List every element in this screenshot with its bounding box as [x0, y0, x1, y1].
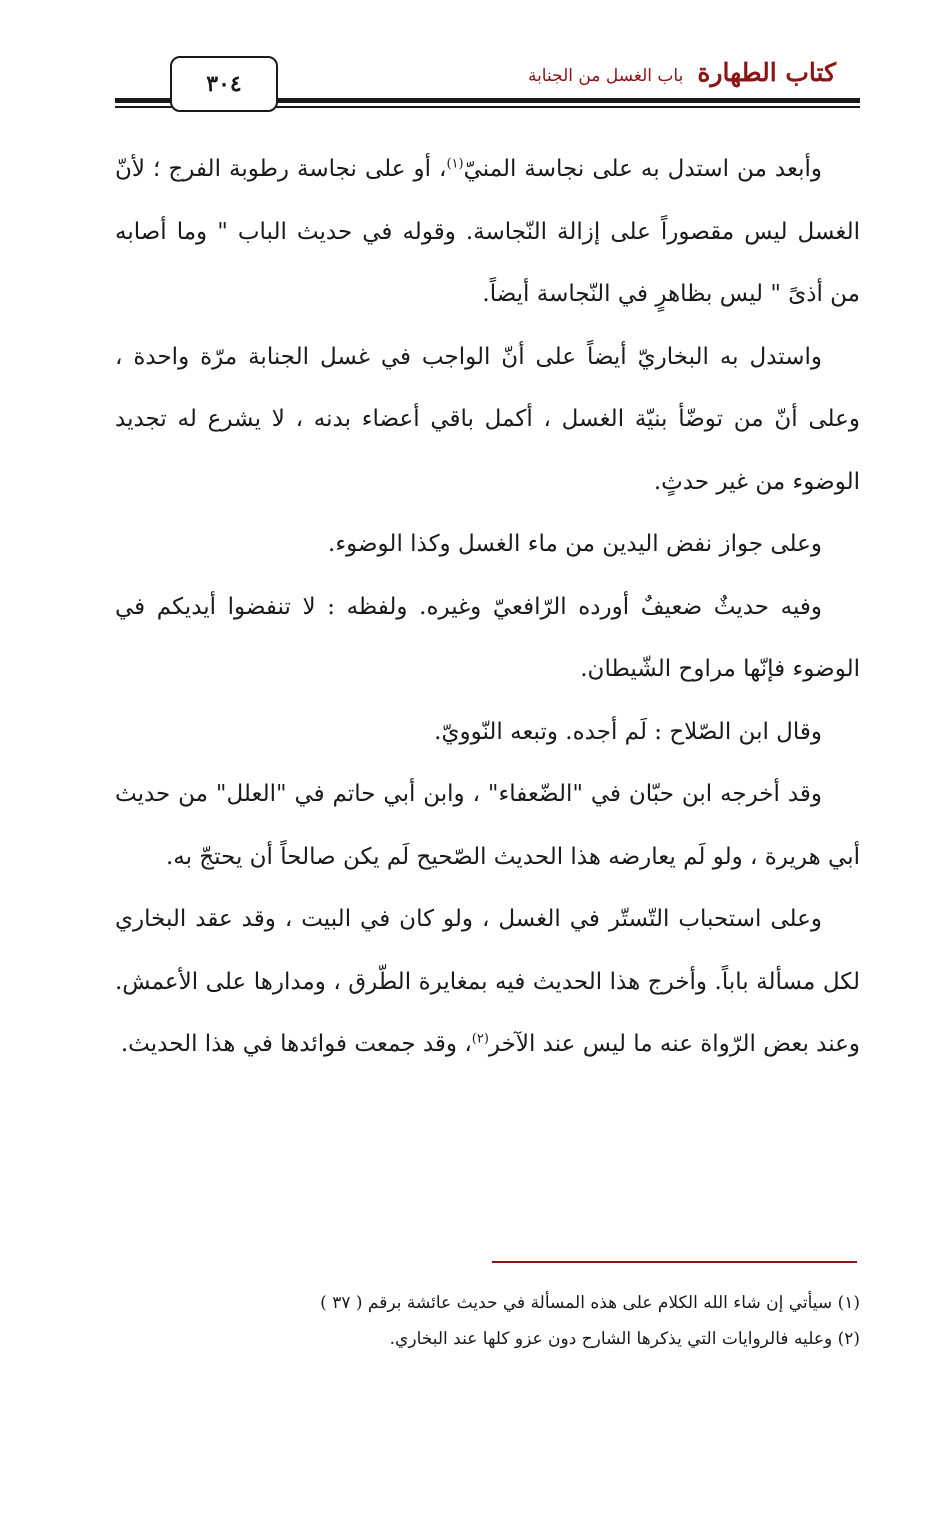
footnotes: [115, 1285, 860, 1357]
footnote-ref[interactable]: (٢): [471, 1031, 489, 1047]
running-head: [528, 58, 836, 87]
paragraph: وأبعد من استدل به على نجاسة المنيّ$^{(١)}$، أو على نجاسة رطوبة الفرج ؛ لأنّ الغسل ليس مقصوراً على إزالة النّجاسة. وقوله في حديث الباب " وما أصابه من أذىً " ليس بظاهرٍ في النّجاسة أيضاً.: [115, 156, 860, 307]
paragraph: وعلى استحباب التّستّر في الغسل ، ولو كان في البيت ، وقد عقد البخاري لكل مسألة باباً. وأخرج هذا الحديث فيه بمغايرة الطّرق ، ومدارها على الأعمش. وعند بعض الرّواة عنه ما ليس عند الآخر$^{(٢)}$، وقد جمعت فوائدها في هذا الحديث.: [115, 906, 860, 1057]
footnote: (١) سيأتي إن شاء الله الكلام على هذه المسألة في حديث عائشة برقم ( ٣٧ ): [320, 1293, 860, 1313]
paragraph: وقد أخرجه ابن حبّان في "الضّعفاء" ، وابن أبي حاتم في "العلل" من حديث أبي هريرة ، ولو لَم يعارضه هذا الحديث الصّحيح لَم يكن صالحاً أن يحتجّ به.: [115, 781, 860, 870]
footnote-ref[interactable]: (١): [446, 156, 464, 172]
footnote: (٢) وعليه فالروايات التي يذكرها الشارح دون عزو كلها عند البخاري.: [389, 1329, 860, 1349]
page-header: [115, 48, 860, 110]
body-text: [115, 138, 860, 1076]
paragraph: وعلى جواز نفض اليدين من ماء الغسل وكذا الوضوء.: [328, 531, 822, 557]
paragraph: واستدل به البخاريّ أيضاً على أنّ الواجب في غسل الجنابة مرّة واحدة ، وعلى أنّ من توضّأ بنيّة الغسل ، أكمل باقي أعضاء بدنه ، لا يشرع له تجديد الوضوء من غير حدثٍ.: [115, 343, 860, 495]
book-title: كتاب الطهارة: [697, 58, 836, 87]
footnote-divider: [492, 1261, 857, 1263]
paragraph: وفيه حديثٌ ضعيفٌ أورده الرّافعيّ وغيره. ولفظه : لا تنفضوا أيديكم في الوضوء فإنّها مراوح الشّيطان.: [115, 593, 860, 682]
page-number: ٣٠٤: [206, 71, 242, 97]
page-number-box: [170, 56, 278, 112]
paragraph: وقال ابن الصّلاح : لَم أجده. وتبعه النّوويّ.: [434, 718, 822, 745]
chapter-title: باب الغسل من الجنابة: [527, 66, 684, 86]
